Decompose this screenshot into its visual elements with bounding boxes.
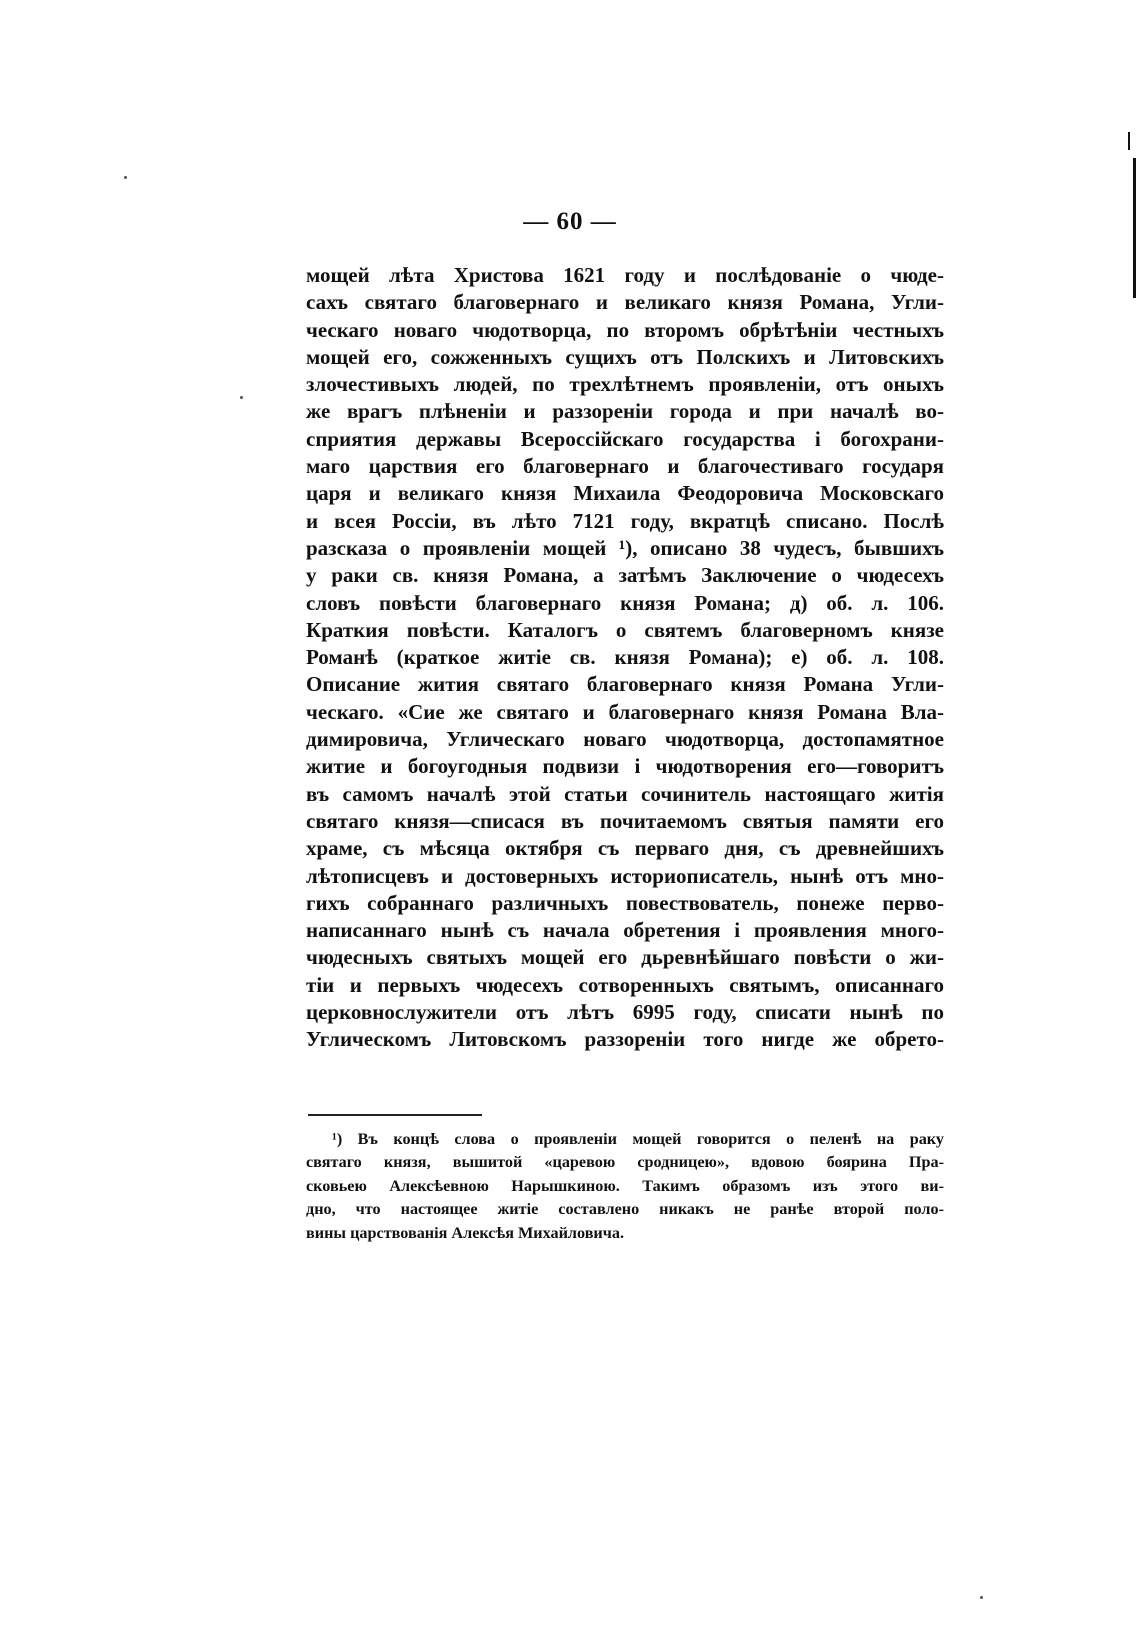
body-line: и всея Россіи, въ лѣто 7121 году, вкратцѣ списано. Послѣ xyxy=(306,508,944,533)
body-line: святаго князя—списася въ почитаемомъ святыя памяти его xyxy=(306,808,944,833)
body-line: Краткия повѣсти. Каталогъ о святемъ благоверномъ князе xyxy=(306,617,944,642)
footnote-line: ¹) Въ концѣ слова о проявленіи мощей говорится о пеленѣ на раку xyxy=(332,1130,944,1148)
body-line: словъ повѣсти благовернаго князя Романа; д) об. л. 106. xyxy=(306,590,944,615)
body-line: чюдесныхъ святыхъ мощей его дьревнѣйшаго повѣсти о жи- xyxy=(306,945,944,970)
body-line: Романѣ (краткое житіе св. князя Романа); е) об. л. 108. xyxy=(306,645,944,670)
page-number: — 60 — xyxy=(523,208,617,235)
body-line: разсказа о проявленіи мощей ¹), описано 38 чудесъ, бывшихъ xyxy=(306,535,944,560)
footnote-divider xyxy=(308,1114,482,1116)
body-line: у раки св. князя Романа, а затѣмъ Заключение о чюдесехъ xyxy=(306,563,944,588)
body-line: Описание жития святаго благовернаго князя Романа Угли- xyxy=(306,672,944,697)
footnote xyxy=(306,1128,944,1245)
body-line: мощей его, сожженныхъ сущихъ отъ Полскихъ и Литовскихъ xyxy=(306,344,944,369)
body-line: написаннаго нынѣ съ начала обретения і проявления много- xyxy=(306,918,944,943)
body-line: житие и богоугодныя подвизи і чюдотворения его—говоритъ xyxy=(306,754,944,779)
footnote-line: вины царствованія Алексѣя Михайловича. xyxy=(306,1223,625,1242)
scan-speck xyxy=(124,176,127,179)
body-line: мощей лѣта Христова 1621 году и послѣдованіе о чюде- xyxy=(306,263,944,287)
body-line: церковнослужители отъ лѣтъ 6995 году, списати нынѣ по xyxy=(306,1000,944,1025)
body-text xyxy=(306,262,944,1054)
scan-edge-mark xyxy=(1128,132,1130,150)
body-line: маго царствия его благовернаго и благочестиваго государя xyxy=(306,454,944,479)
body-line: гихъ собраннаго различныхъ повествователь, понеже перво- xyxy=(306,890,944,915)
scan-edge-mark xyxy=(1133,158,1136,298)
footnote-line: сковьею Алексѣевною Нарышкиною. Такимъ образомъ изъ этого ви- xyxy=(306,1176,944,1195)
body-line: Углическомъ Литовскомъ раззореніи того нигде же обрето- xyxy=(306,1027,944,1052)
body-line: храме, съ мѣсяца октября съ перваго дня, съ древнейшихъ xyxy=(306,836,944,861)
body-line: тіи и первыхъ чюдесехъ сотворенныхъ святымъ, описаннаго xyxy=(306,972,944,997)
body-line: ческаго. «Сие же святаго и благовернаго князя Романа Вла- xyxy=(306,699,944,724)
scan-speck xyxy=(980,1596,983,1599)
scan-speck xyxy=(240,396,243,399)
body-line: димировича, Углическаго новаго чюдотворца, достопамятное xyxy=(306,727,944,752)
body-line: сприятия державы Всероссійскаго государства і богохрани- xyxy=(306,426,944,451)
body-line: злочестивыхъ людей, по трехлѣтнемъ проявленіи, отъ оныхъ xyxy=(306,372,944,397)
body-line: царя и великаго князя Михаила Феодоровича Московскаго xyxy=(306,481,944,506)
body-line: же врагъ плѣненіи и раззореніи города и при началѣ во- xyxy=(306,399,944,424)
body-line: ческаго новаго чюдотворца, по второмъ обрѣтѣніи честныхъ xyxy=(306,317,944,342)
body-line: сахъ святаго благовернаго и великаго князя Романа, Угли- xyxy=(306,290,944,315)
body-line: въ самомъ началѣ этой статьи сочинитель настоящаго житія xyxy=(306,781,944,806)
body-line: лѣтописцевъ и достоверныхъ историописатель, нынѣ отъ мно- xyxy=(306,863,944,888)
footnote-line: дно, что настоящее житіе составлено никакъ не ранѣе второй поло- xyxy=(306,1200,944,1219)
footnote-line: святаго князя, вышитой «царевою сродницею», вдовою боярина Пра- xyxy=(306,1153,944,1172)
